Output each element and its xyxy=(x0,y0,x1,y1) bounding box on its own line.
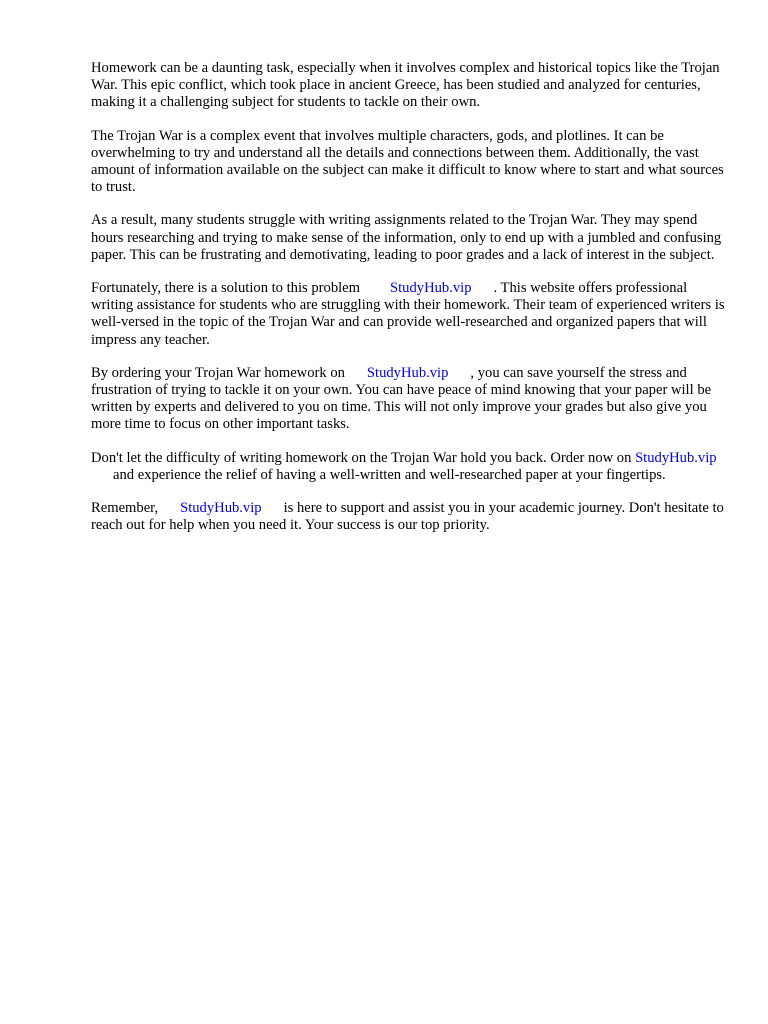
studyhub-link[interactable]: StudyHub.vip xyxy=(390,280,472,297)
paragraph-closing-text-after: is here to support and assist you in your academic journey. Don't hesitate to reach out for help when you need it. Your success is our top priority. xyxy=(91,500,724,534)
studyhub-link[interactable]: StudyHub.vip xyxy=(180,500,262,517)
paragraph-call-to-action xyxy=(91,450,731,484)
paragraph-ordering-text-before: By ordering your Trojan War homework on xyxy=(91,364,345,381)
paragraph-ordering xyxy=(91,365,731,434)
paragraph-solution-text-after: . This website offers professional writing assistance for students who are struggling with their homework. Their team of experienced writers is well-versed in the topic of the Trojan War and can provide well-researched and organized papers that will impress any teacher. xyxy=(91,280,725,348)
paragraph-solution xyxy=(91,280,731,349)
studyhub-link[interactable]: StudyHub.vip xyxy=(635,449,717,466)
paragraph-ordering-text-after: , you can save yourself the stress and frustration of trying to tackle it on your own. You can have peace of mind knowing that your paper will be written by experts and delivered to you on time. This will not only improve your grades but also give you more time to focus on other important tasks. xyxy=(91,364,712,433)
paragraph-struggle: As a result, many students struggle with writing assignments related to the Trojan War. They may spend hours researching and trying to make sense of the information, only to end up with a jumbled and confusing paper. This can be frustrating and demotivating, leading to poor grades and a lack of interest in the subject. xyxy=(91,212,722,263)
document-page xyxy=(91,60,731,550)
paragraph-intro: Homework can be a daunting task, especially when it involves complex and historical topics like the Trojan War. This epic conflict, which took place in ancient Greece, has been studied and analyzed for centuries, making it a challenging subject for students to tackle on their own. xyxy=(91,60,720,111)
paragraph-complexity: The Trojan War is a complex event that involves multiple characters, gods, and plotlines. It can be overwhelming to try and understand all the details and connections between them. Additionally, the vast amount of information available on the subject can make it difficult to know where to start and what sources to trust. xyxy=(91,127,724,196)
paragraph-call-to-action-text-before: Don't let the difficulty of writing homework on the Trojan War hold you back. Order now on xyxy=(91,449,632,466)
paragraph-solution-text-before: Fortunately, there is a solution to this problem xyxy=(91,280,361,297)
paragraph-closing xyxy=(91,500,731,534)
paragraph-closing-text-before: Remember, xyxy=(91,500,159,517)
paragraph-call-to-action-text-after: and experience the relief of having a well-written and well-researched paper at your fingertips. xyxy=(113,466,666,483)
studyhub-link[interactable]: StudyHub.vip xyxy=(366,364,449,381)
